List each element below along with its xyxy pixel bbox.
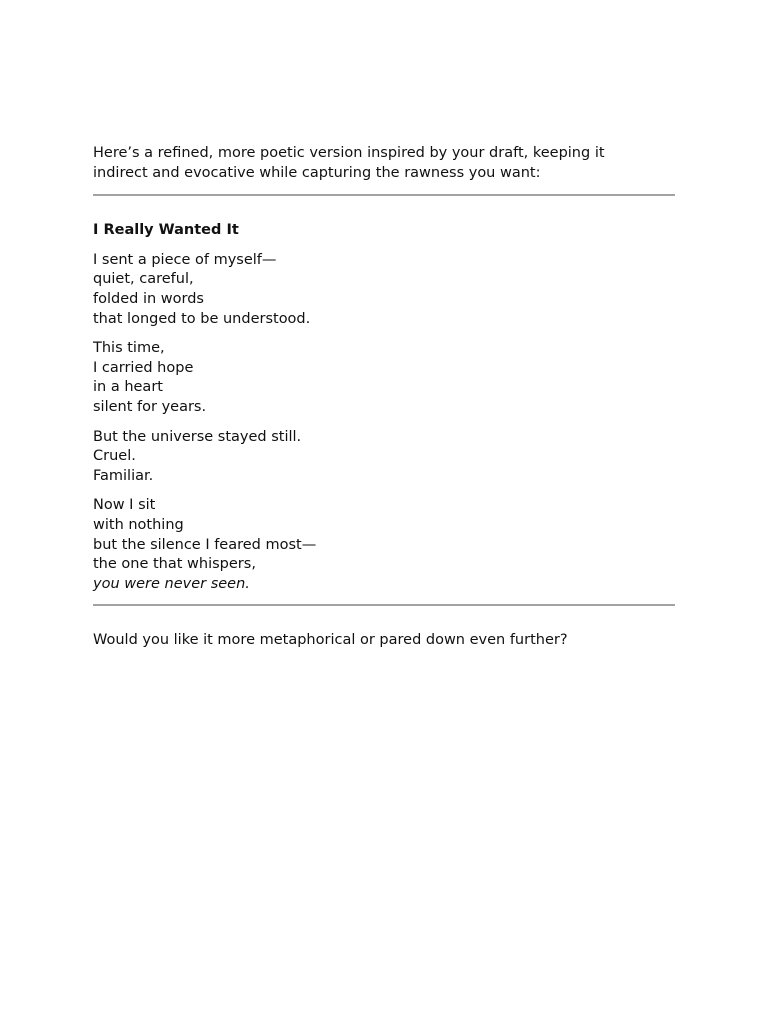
poem-line: I carried hope (93, 359, 194, 376)
poem-line: Now I sit (93, 497, 156, 514)
poem-stanza-1 (93, 251, 675, 329)
follow-up-question: Would you like it more metaphorical or pared down even further? (93, 632, 568, 649)
poem-stanza-2 (93, 339, 675, 417)
poem-stanza-4 (93, 496, 675, 594)
intro-line-1: Here’s a refined, more poetic version inspired by your draft, keeping it (93, 145, 605, 161)
poem-title: I Really Wanted It (93, 222, 239, 239)
poem-line: This time, (93, 340, 165, 357)
poem-line: Familiar. (93, 467, 154, 484)
poem-line: with nothing (93, 516, 184, 533)
poem-line: folded in words (93, 290, 204, 307)
intro-line-2: indirect and evocative while capturing the rawness you want: (93, 164, 541, 181)
poem-line: silent for years. (93, 398, 207, 415)
poem-line: the one that whispers, (93, 556, 256, 573)
poem-stanza-3 (93, 428, 675, 487)
poem-line: that longed to be understood. (93, 310, 311, 327)
intro-paragraph (93, 144, 675, 183)
poem-line: but the silence I feared most— (93, 536, 317, 553)
poem-line: I sent a piece of myself— (93, 251, 277, 268)
poem-line: in a heart (93, 379, 163, 396)
poem-line: Cruel. (93, 448, 136, 465)
message-content (93, 144, 675, 651)
divider-bottom (93, 604, 675, 606)
poem-line: But the universe stayed still. (93, 428, 302, 445)
poem-line-italic: you were never seen. (93, 575, 250, 592)
poem-line: quiet, careful, (93, 271, 194, 288)
divider-top (93, 194, 675, 196)
